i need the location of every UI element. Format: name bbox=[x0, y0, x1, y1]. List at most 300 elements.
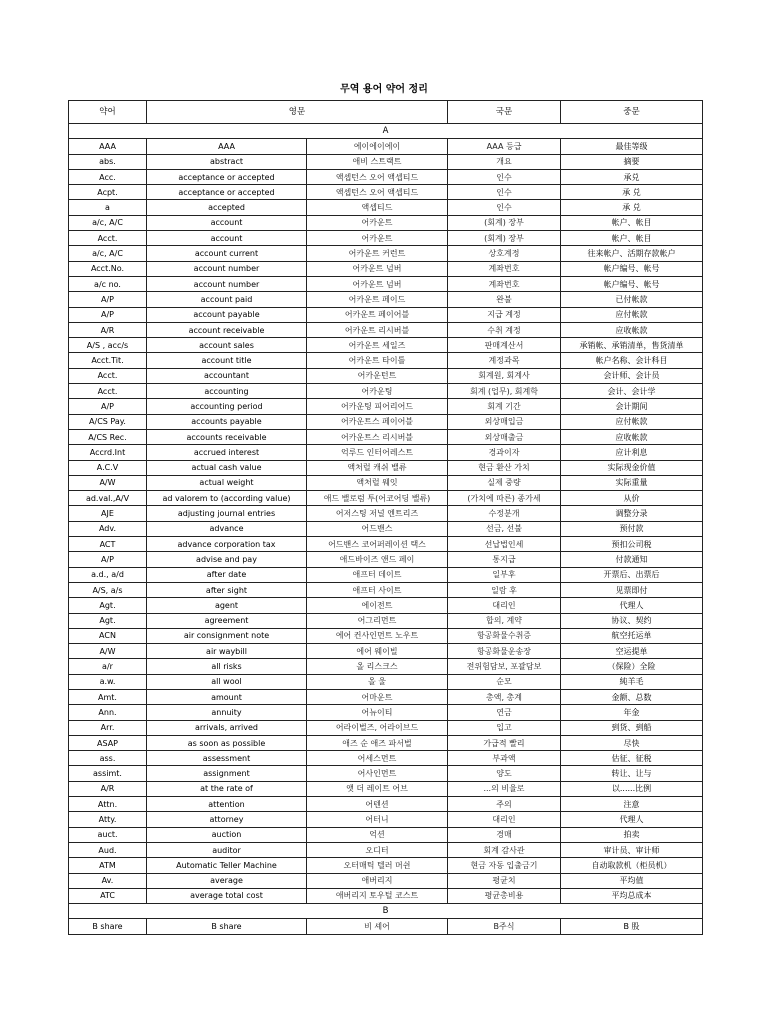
chinese-term-cell: 估征、征税 bbox=[561, 751, 703, 766]
english-term-cell: accepted bbox=[147, 200, 307, 215]
abbreviation-cell: A/W bbox=[69, 644, 147, 659]
korean-pronunciation-cell: 어터니 bbox=[307, 812, 448, 827]
korean-pronunciation-cell: 어카운팅 피어리어드 bbox=[307, 399, 448, 414]
header-row bbox=[69, 101, 703, 124]
table-row bbox=[69, 384, 703, 399]
chinese-term-cell: 预扣公司税 bbox=[561, 537, 703, 552]
korean-term-cell: 현금 환산 가치 bbox=[448, 460, 561, 475]
english-term-cell: advise and pay bbox=[147, 552, 307, 567]
table-row bbox=[69, 368, 703, 383]
table-row bbox=[69, 766, 703, 781]
english-term-cell: account bbox=[147, 215, 307, 230]
abbreviation-cell: Amt. bbox=[69, 689, 147, 704]
korean-pronunciation-cell: 어카운트스 리시버블 bbox=[307, 429, 448, 444]
english-term-cell: accountant bbox=[147, 368, 307, 383]
table-row bbox=[69, 751, 703, 766]
table-row bbox=[69, 506, 703, 521]
chinese-term-cell: 承兑 bbox=[561, 169, 703, 184]
english-term-cell: account bbox=[147, 231, 307, 246]
abbreviation-cell: auct. bbox=[69, 827, 147, 842]
glossary-table bbox=[68, 100, 703, 935]
header-korean: 국문 bbox=[448, 101, 561, 124]
chinese-term-cell: 调整分录 bbox=[561, 506, 703, 521]
table-row bbox=[69, 781, 703, 796]
table-row bbox=[69, 919, 703, 934]
abbreviation-cell: Atty. bbox=[69, 812, 147, 827]
korean-term-cell: 평균총비용 bbox=[448, 888, 561, 903]
korean-pronunciation-cell: 어카운트 세일즈 bbox=[307, 338, 448, 353]
abbreviation-cell: A/P bbox=[69, 552, 147, 567]
chinese-term-cell: 平均总成本 bbox=[561, 888, 703, 903]
korean-pronunciation-cell: 애즈 순 애즈 파서벌 bbox=[307, 735, 448, 750]
korean-term-cell: 회계 감사관 bbox=[448, 842, 561, 857]
english-term-cell: at the rate of bbox=[147, 781, 307, 796]
korean-term-cell: 합의, 계약 bbox=[448, 613, 561, 628]
english-term-cell: accounting period bbox=[147, 399, 307, 414]
korean-pronunciation-cell: 어라이벌즈, 어라이브드 bbox=[307, 720, 448, 735]
abbreviation-cell: Acct.No. bbox=[69, 261, 147, 276]
table-row bbox=[69, 185, 703, 200]
korean-term-cell: 회계 (업무), 회계학 bbox=[448, 384, 561, 399]
chinese-term-cell: 年金 bbox=[561, 705, 703, 720]
table-row bbox=[69, 491, 703, 506]
abbreviation-cell: AJE bbox=[69, 506, 147, 521]
korean-term-cell: 주의 bbox=[448, 797, 561, 812]
chinese-term-cell: 会计、会计学 bbox=[561, 384, 703, 399]
chinese-term-cell: 协议、契约 bbox=[561, 613, 703, 628]
chinese-term-cell: 純羊毛 bbox=[561, 674, 703, 689]
english-term-cell: Automatic Teller Machine bbox=[147, 858, 307, 873]
korean-pronunciation-cell: 앳 더 레이트 어브 bbox=[307, 781, 448, 796]
table-row bbox=[69, 613, 703, 628]
korean-pronunciation-cell: 어저스팅 저널 엔트리즈 bbox=[307, 506, 448, 521]
table-row bbox=[69, 445, 703, 460]
korean-term-cell: 항공화물수취증 bbox=[448, 628, 561, 643]
abbreviation-cell: a.w. bbox=[69, 674, 147, 689]
table-row bbox=[69, 429, 703, 444]
korean-pronunciation-cell: 애드 밸로럼 투(어코어딩 밸류) bbox=[307, 491, 448, 506]
korean-term-cell: 경매 bbox=[448, 827, 561, 842]
english-term-cell: account current bbox=[147, 246, 307, 261]
chinese-term-cell: 帐户、帐目 bbox=[561, 231, 703, 246]
abbreviation-cell: ACT bbox=[69, 537, 147, 552]
table-row bbox=[69, 200, 703, 215]
table-row bbox=[69, 705, 703, 720]
korean-pronunciation-cell: 어세스먼트 bbox=[307, 751, 448, 766]
section-header-row bbox=[69, 124, 703, 139]
chinese-term-cell: 实际重量 bbox=[561, 475, 703, 490]
chinese-term-cell: 平均值 bbox=[561, 873, 703, 888]
korean-term-cell: 대리인 bbox=[448, 812, 561, 827]
korean-pronunciation-cell: 억션 bbox=[307, 827, 448, 842]
table-row bbox=[69, 842, 703, 857]
abbreviation-cell: a/c, A/C bbox=[69, 215, 147, 230]
korean-pronunciation-cell: 어드밴스 코어퍼레이션 택스 bbox=[307, 537, 448, 552]
table-row bbox=[69, 322, 703, 337]
chinese-term-cell: 承 兑 bbox=[561, 185, 703, 200]
abbreviation-cell: a/r bbox=[69, 659, 147, 674]
abbreviation-cell: B share bbox=[69, 919, 147, 934]
korean-pronunciation-cell: 어드밴스 bbox=[307, 521, 448, 536]
korean-pronunciation-cell: 어카운트 페이어블 bbox=[307, 307, 448, 322]
korean-term-cell: 입고 bbox=[448, 720, 561, 735]
english-term-cell: account payable bbox=[147, 307, 307, 322]
korean-pronunciation-cell: 에이에이에이 bbox=[307, 139, 448, 154]
korean-term-cell: 계정과목 bbox=[448, 353, 561, 368]
korean-pronunciation-cell: 어뉴이티 bbox=[307, 705, 448, 720]
english-term-cell: abstract bbox=[147, 154, 307, 169]
table-row bbox=[69, 399, 703, 414]
korean-pronunciation-cell: 어카운트 넘버 bbox=[307, 261, 448, 276]
table-row bbox=[69, 720, 703, 735]
abbreviation-cell: A/P bbox=[69, 399, 147, 414]
english-term-cell: auction bbox=[147, 827, 307, 842]
header-chinese: 중문 bbox=[561, 101, 703, 124]
chinese-term-cell: 拍卖 bbox=[561, 827, 703, 842]
chinese-term-cell: 最佳等级 bbox=[561, 139, 703, 154]
abbreviation-cell: abs. bbox=[69, 154, 147, 169]
korean-pronunciation-cell: 어텐션 bbox=[307, 797, 448, 812]
abbreviation-cell: ASAP bbox=[69, 735, 147, 750]
korean-term-cell: 개요 bbox=[448, 154, 561, 169]
korean-pronunciation-cell: 어카운트 커런트 bbox=[307, 246, 448, 261]
english-term-cell: account paid bbox=[147, 292, 307, 307]
chinese-term-cell: 已付帐款 bbox=[561, 292, 703, 307]
korean-term-cell: 완불 bbox=[448, 292, 561, 307]
korean-term-cell: 통지급 bbox=[448, 552, 561, 567]
korean-term-cell: (회계) 장부 bbox=[448, 231, 561, 246]
english-term-cell: air waybill bbox=[147, 644, 307, 659]
korean-term-cell: (가치에 따른) 종가세 bbox=[448, 491, 561, 506]
chinese-term-cell: 帐户编号、帐号 bbox=[561, 261, 703, 276]
english-term-cell: AAA bbox=[147, 139, 307, 154]
korean-term-cell: 수취 계정 bbox=[448, 322, 561, 337]
chinese-term-cell: 会计师、会计员 bbox=[561, 368, 703, 383]
abbreviation-cell: A/S, a/s bbox=[69, 582, 147, 597]
abbreviation-cell: Agt. bbox=[69, 598, 147, 613]
chinese-term-cell: （保险）全险 bbox=[561, 659, 703, 674]
english-term-cell: after sight bbox=[147, 582, 307, 597]
english-term-cell: air consignment note bbox=[147, 628, 307, 643]
english-term-cell: annuity bbox=[147, 705, 307, 720]
korean-pronunciation-cell: 에이전트 bbox=[307, 598, 448, 613]
english-term-cell: accounting bbox=[147, 384, 307, 399]
table-row bbox=[69, 215, 703, 230]
korean-pronunciation-cell: 어카운팅 bbox=[307, 384, 448, 399]
english-term-cell: agreement bbox=[147, 613, 307, 628]
english-term-cell: accrued interest bbox=[147, 445, 307, 460]
chinese-term-cell: 转让、让与 bbox=[561, 766, 703, 781]
english-term-cell: accounts receivable bbox=[147, 429, 307, 444]
table-row bbox=[69, 735, 703, 750]
abbreviation-cell: ad.val.,A/V bbox=[69, 491, 147, 506]
english-term-cell: accounts payable bbox=[147, 414, 307, 429]
table-row bbox=[69, 674, 703, 689]
korean-term-cell: 선금, 선불 bbox=[448, 521, 561, 536]
korean-term-cell: 양도 bbox=[448, 766, 561, 781]
table-row bbox=[69, 460, 703, 475]
english-term-cell: acceptance or accepted bbox=[147, 169, 307, 184]
chinese-term-cell: B 股 bbox=[561, 919, 703, 934]
korean-term-cell: ...의 비율로 bbox=[448, 781, 561, 796]
table-row bbox=[69, 827, 703, 842]
korean-term-cell: 회계원, 회계사 bbox=[448, 368, 561, 383]
english-term-cell: acceptance or accepted bbox=[147, 185, 307, 200]
chinese-term-cell: 应付帐款 bbox=[561, 307, 703, 322]
korean-term-cell: B주식 bbox=[448, 919, 561, 934]
english-term-cell: account receivable bbox=[147, 322, 307, 337]
table-row bbox=[69, 537, 703, 552]
section-letter: B bbox=[69, 904, 703, 919]
table-row bbox=[69, 797, 703, 812]
korean-pronunciation-cell: 액셉턴스 오어 액셉티드 bbox=[307, 169, 448, 184]
table-row bbox=[69, 858, 703, 873]
abbreviation-cell: A/R bbox=[69, 322, 147, 337]
korean-pronunciation-cell: 오디터 bbox=[307, 842, 448, 857]
korean-pronunciation-cell: 어카운트 넘버 bbox=[307, 276, 448, 291]
chinese-term-cell: 见票即付 bbox=[561, 582, 703, 597]
chinese-term-cell: 应收帐款 bbox=[561, 429, 703, 444]
chinese-term-cell: 承销帐、承销清单，售货清单 bbox=[561, 338, 703, 353]
chinese-term-cell: 自动取款机（柜员机） bbox=[561, 858, 703, 873]
chinese-term-cell: 从价 bbox=[561, 491, 703, 506]
korean-pronunciation-cell: 액셉턴스 오어 액셉티드 bbox=[307, 185, 448, 200]
chinese-term-cell: 帐户编号、帐号 bbox=[561, 276, 703, 291]
korean-pronunciation-cell: 애버리지 토우털 코스트 bbox=[307, 888, 448, 903]
chinese-term-cell: 帐户名称、会计科目 bbox=[561, 353, 703, 368]
english-term-cell: attention bbox=[147, 797, 307, 812]
abbreviation-cell: A/P bbox=[69, 307, 147, 322]
abbreviation-cell: a.d., a/d bbox=[69, 567, 147, 582]
korean-term-cell: 총액, 총계 bbox=[448, 689, 561, 704]
english-term-cell: adjusting journal entries bbox=[147, 506, 307, 521]
korean-term-cell: 계좌번호 bbox=[448, 261, 561, 276]
table-row bbox=[69, 292, 703, 307]
korean-pronunciation-cell: 어사인먼트 bbox=[307, 766, 448, 781]
korean-term-cell: 지급 계정 bbox=[448, 307, 561, 322]
english-term-cell: account title bbox=[147, 353, 307, 368]
korean-term-cell: 인수 bbox=[448, 169, 561, 184]
chinese-term-cell: 注意 bbox=[561, 797, 703, 812]
table-row bbox=[69, 521, 703, 536]
chinese-term-cell: 应收帐款 bbox=[561, 322, 703, 337]
korean-pronunciation-cell: 어카운트스 페이어블 bbox=[307, 414, 448, 429]
korean-pronunciation-cell: 어카운트 리시버블 bbox=[307, 322, 448, 337]
chinese-term-cell: 往来帐户、活期存款帐户 bbox=[561, 246, 703, 261]
english-term-cell: actual cash value bbox=[147, 460, 307, 475]
table-row bbox=[69, 873, 703, 888]
abbreviation-cell: Adv. bbox=[69, 521, 147, 536]
chinese-term-cell: 帐户、帐目 bbox=[561, 215, 703, 230]
abbreviation-cell: ass. bbox=[69, 751, 147, 766]
table-row bbox=[69, 338, 703, 353]
section-letter: A bbox=[69, 124, 703, 139]
chinese-term-cell: 空运提单 bbox=[561, 644, 703, 659]
korean-term-cell: 계좌번호 bbox=[448, 276, 561, 291]
korean-term-cell: 외상매입금 bbox=[448, 414, 561, 429]
english-term-cell: account number bbox=[147, 261, 307, 276]
chinese-term-cell: 代理人 bbox=[561, 812, 703, 827]
abbreviation-cell: A/CS Pay. bbox=[69, 414, 147, 429]
chinese-term-cell: 实际现金价值 bbox=[561, 460, 703, 475]
english-term-cell: ad valorem to (according value) bbox=[147, 491, 307, 506]
abbreviation-cell: a/c no. bbox=[69, 276, 147, 291]
abbreviation-cell: Acct. bbox=[69, 384, 147, 399]
korean-term-cell: 부과액 bbox=[448, 751, 561, 766]
english-term-cell: assignment bbox=[147, 766, 307, 781]
korean-pronunciation-cell: 애버리지 bbox=[307, 873, 448, 888]
abbreviation-cell: Accrd.Int bbox=[69, 445, 147, 460]
table-row bbox=[69, 812, 703, 827]
table-row bbox=[69, 169, 703, 184]
korean-term-cell: 외상매출금 bbox=[448, 429, 561, 444]
abbreviation-cell: Av. bbox=[69, 873, 147, 888]
chinese-term-cell: 尽快 bbox=[561, 735, 703, 750]
abbreviation-cell: Acct.Tit. bbox=[69, 353, 147, 368]
chinese-term-cell: 代理人 bbox=[561, 598, 703, 613]
abbreviation-cell: A/R bbox=[69, 781, 147, 796]
table-row bbox=[69, 246, 703, 261]
korean-term-cell: AAA 등급 bbox=[448, 139, 561, 154]
korean-pronunciation-cell: 오터매틱 텔러 머쉰 bbox=[307, 858, 448, 873]
chinese-term-cell: 摘要 bbox=[561, 154, 703, 169]
abbreviation-cell: Aud. bbox=[69, 842, 147, 857]
korean-pronunciation-cell: 어카운트 타이틀 bbox=[307, 353, 448, 368]
abbreviation-cell: Acct. bbox=[69, 231, 147, 246]
abbreviation-cell: A/W bbox=[69, 475, 147, 490]
table-row bbox=[69, 139, 703, 154]
korean-pronunciation-cell: 올 울 bbox=[307, 674, 448, 689]
chinese-term-cell: 以......比例 bbox=[561, 781, 703, 796]
table-row bbox=[69, 414, 703, 429]
korean-term-cell: 평균치 bbox=[448, 873, 561, 888]
chinese-term-cell: 金额、总数 bbox=[561, 689, 703, 704]
english-term-cell: advance corporation tax bbox=[147, 537, 307, 552]
korean-term-cell: 선납법인세 bbox=[448, 537, 561, 552]
korean-term-cell: 일람 후 bbox=[448, 582, 561, 597]
table-row bbox=[69, 628, 703, 643]
abbreviation-cell: Attn. bbox=[69, 797, 147, 812]
english-term-cell: attorney bbox=[147, 812, 307, 827]
table-row bbox=[69, 582, 703, 597]
chinese-term-cell: 付款通知 bbox=[561, 552, 703, 567]
korean-term-cell: 연금 bbox=[448, 705, 561, 720]
english-term-cell: advance bbox=[147, 521, 307, 536]
korean-pronunciation-cell: 올 리스크스 bbox=[307, 659, 448, 674]
english-term-cell: all risks bbox=[147, 659, 307, 674]
table-row bbox=[69, 353, 703, 368]
korean-pronunciation-cell: 어카운트 bbox=[307, 215, 448, 230]
table-row bbox=[69, 689, 703, 704]
table-row bbox=[69, 888, 703, 903]
korean-pronunciation-cell: 애프터 데이트 bbox=[307, 567, 448, 582]
korean-pronunciation-cell: 어카운턴트 bbox=[307, 368, 448, 383]
english-term-cell: all wool bbox=[147, 674, 307, 689]
korean-term-cell: 회계 기간 bbox=[448, 399, 561, 414]
korean-term-cell: 가급적 빨리 bbox=[448, 735, 561, 750]
korean-term-cell: 대리인 bbox=[448, 598, 561, 613]
english-term-cell: account sales bbox=[147, 338, 307, 353]
korean-pronunciation-cell: 애프터 사이트 bbox=[307, 582, 448, 597]
korean-term-cell: 실제 중량 bbox=[448, 475, 561, 490]
korean-pronunciation-cell: 어마운트 bbox=[307, 689, 448, 704]
abbreviation-cell: ATC bbox=[69, 888, 147, 903]
chinese-term-cell: 承 兑 bbox=[561, 200, 703, 215]
korean-pronunciation-cell: 어카운트 페이드 bbox=[307, 292, 448, 307]
korean-pronunciation-cell: 어그리먼트 bbox=[307, 613, 448, 628]
glossary-body bbox=[69, 124, 703, 935]
table-row bbox=[69, 598, 703, 613]
abbreviation-cell: a bbox=[69, 200, 147, 215]
korean-pronunciation-cell: 억루드 인터어레스트 bbox=[307, 445, 448, 460]
korean-term-cell: 경과이자 bbox=[448, 445, 561, 460]
table-row bbox=[69, 276, 703, 291]
korean-term-cell: 일부후 bbox=[448, 567, 561, 582]
korean-term-cell: 상호계정 bbox=[448, 246, 561, 261]
abbreviation-cell: A/P bbox=[69, 292, 147, 307]
english-term-cell: average total cost bbox=[147, 888, 307, 903]
abbreviation-cell: AAA bbox=[69, 139, 147, 154]
abbreviation-cell: Acc. bbox=[69, 169, 147, 184]
chinese-term-cell: 开票后、出票后 bbox=[561, 567, 703, 582]
table-row bbox=[69, 307, 703, 322]
abbreviation-cell: Agt. bbox=[69, 613, 147, 628]
table-row bbox=[69, 552, 703, 567]
korean-term-cell: 현금 자동 입출금기 bbox=[448, 858, 561, 873]
korean-pronunciation-cell: 에어 컨사인먼트 노우트 bbox=[307, 628, 448, 643]
korean-term-cell: 수정분개 bbox=[448, 506, 561, 521]
abbreviation-cell: assimt. bbox=[69, 766, 147, 781]
abbreviation-cell: A.C.V bbox=[69, 460, 147, 475]
english-term-cell: average bbox=[147, 873, 307, 888]
korean-pronunciation-cell: 비 셰어 bbox=[307, 919, 448, 934]
english-term-cell: B share bbox=[147, 919, 307, 934]
korean-term-cell: 순모 bbox=[448, 674, 561, 689]
table-row bbox=[69, 659, 703, 674]
chinese-term-cell: 会计期间 bbox=[561, 399, 703, 414]
english-term-cell: agent bbox=[147, 598, 307, 613]
header-abbreviation: 약어 bbox=[69, 101, 147, 124]
abbreviation-cell: A/S , acc/s bbox=[69, 338, 147, 353]
table-row bbox=[69, 567, 703, 582]
table-row bbox=[69, 231, 703, 246]
chinese-term-cell: 审计员、审计师 bbox=[561, 842, 703, 857]
chinese-term-cell: 航空托运单 bbox=[561, 628, 703, 643]
english-term-cell: after date bbox=[147, 567, 307, 582]
abbreviation-cell: Ann. bbox=[69, 705, 147, 720]
korean-pronunciation-cell: 어카운트 bbox=[307, 231, 448, 246]
abbreviation-cell: A/CS Rec. bbox=[69, 429, 147, 444]
korean-term-cell: 판매계산서 bbox=[448, 338, 561, 353]
table-row bbox=[69, 261, 703, 276]
korean-term-cell: 항공화물운송장 bbox=[448, 644, 561, 659]
korean-pronunciation-cell: 액처럴 캐쉬 밸류 bbox=[307, 460, 448, 475]
abbreviation-cell: Arr. bbox=[69, 720, 147, 735]
abbreviation-cell: a/c, A/C bbox=[69, 246, 147, 261]
abbreviation-cell: Acpt. bbox=[69, 185, 147, 200]
abbreviation-cell: ACN bbox=[69, 628, 147, 643]
english-term-cell: arrivals, arrived bbox=[147, 720, 307, 735]
korean-term-cell: 인수 bbox=[448, 200, 561, 215]
korean-term-cell: (회계) 장부 bbox=[448, 215, 561, 230]
page-title: 무역 용어 약어 정리 bbox=[340, 84, 428, 95]
korean-pronunciation-cell: 액처럴 웨잇 bbox=[307, 475, 448, 490]
korean-pronunciation-cell: 애비 스트랙트 bbox=[307, 154, 448, 169]
korean-term-cell: 전위험담보, 포괄담보 bbox=[448, 659, 561, 674]
english-term-cell: account number bbox=[147, 276, 307, 291]
english-term-cell: actual weight bbox=[147, 475, 307, 490]
header-english: 영문 bbox=[147, 101, 448, 124]
